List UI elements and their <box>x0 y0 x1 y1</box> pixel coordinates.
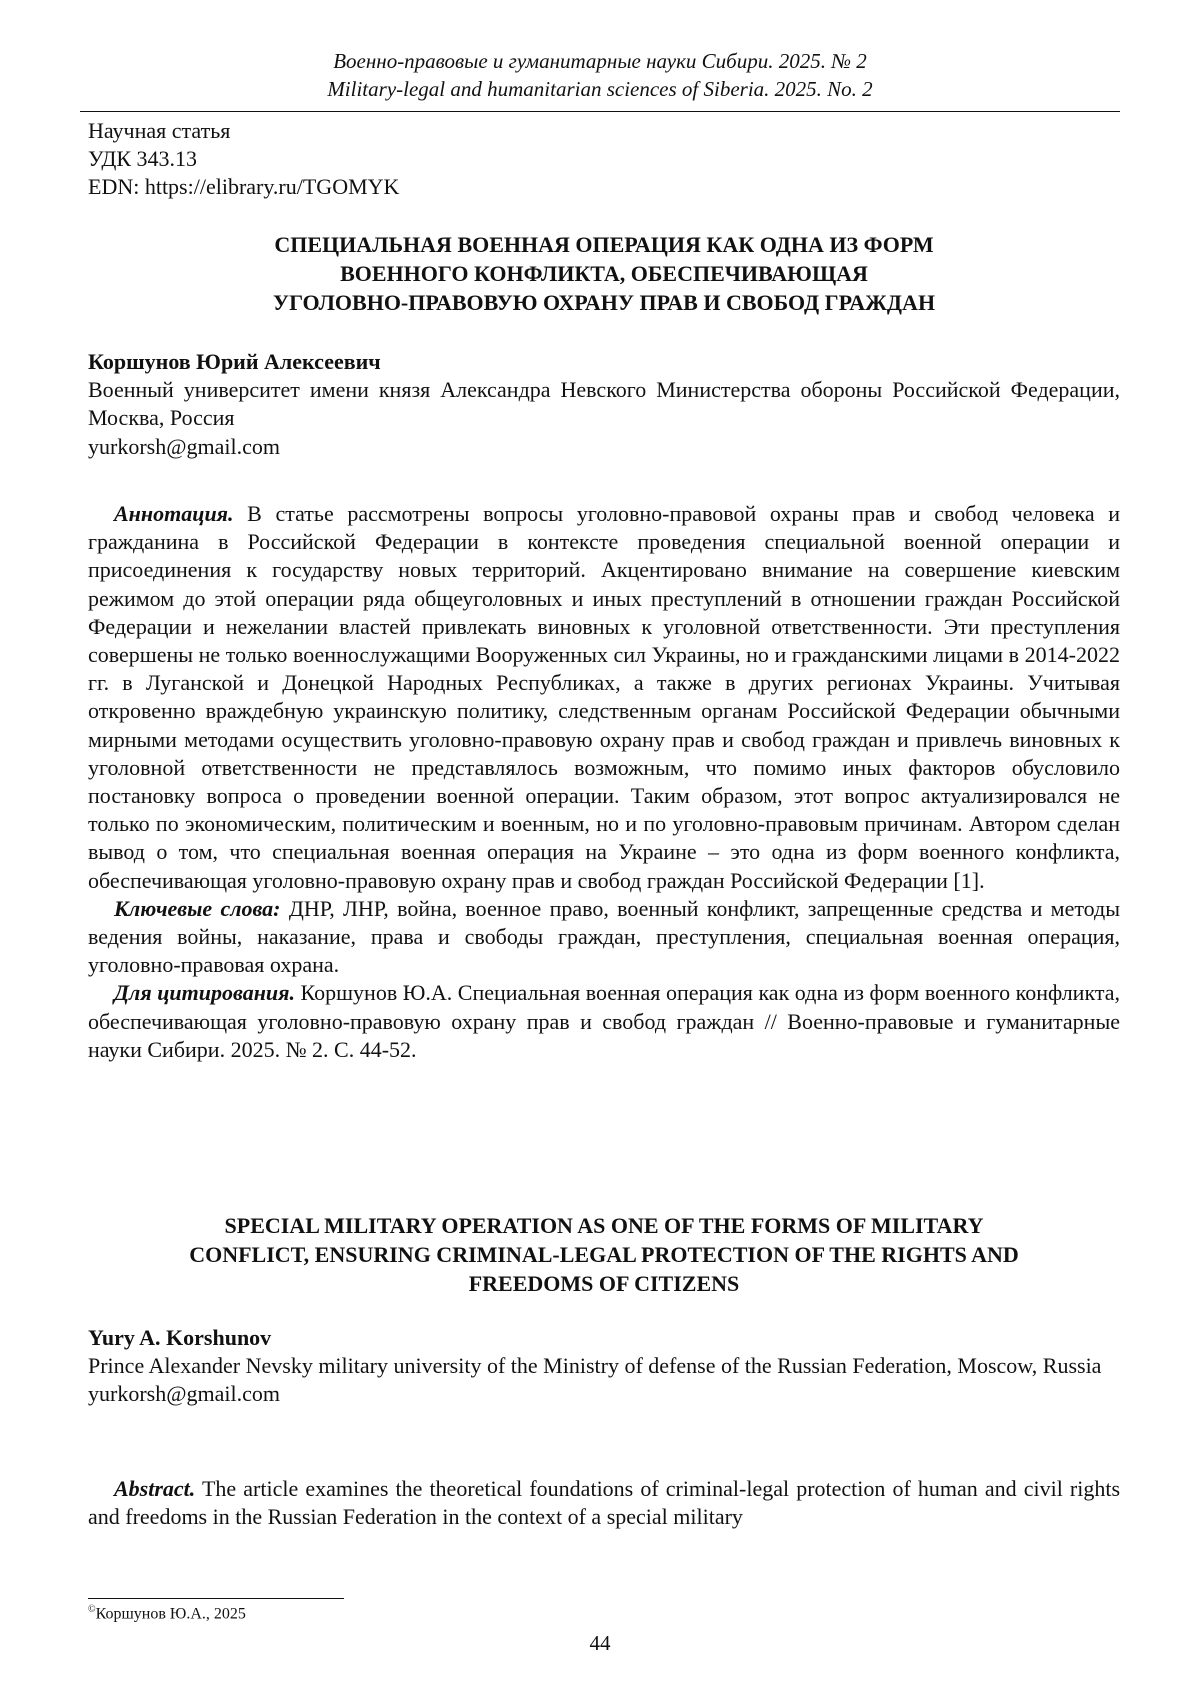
citation-label-ru: Для цитирования. <box>114 980 295 1006</box>
author-block-en <box>88 1324 1120 1409</box>
abstract-text-ru: В статье рассмотрены вопросы уголовно-правовой охраны прав и свобод человека и гражданина в Российской Федерации в контексте проведения специальной военной операции и присоединения к государству новых территорий. Акцентировано внимание на совершение киевским режимом до этой операции ряда общеуголовных и иных преступлений в отношении граждан Российской Федерации и нежелании властей привлекать виновных к уголовной ответственности. Эти преступления совершены не только военнослужащими Вооруженных сил Украины, но и гражданскими лицами в 2014-2022 гг. в Луганской и Донецкой Народных Республиках, а также в других регионах Украины. Учитывая откровенно враждебную украинскую политику, следственным органам Российской Федерации обычными мирными методами осуществить уголовно-правовую охрану прав и свобод граждан и привлечь виновных к уголовной ответственности не представлялось возможным, что помимо иных факторов обусловило постановку вопроса о проведении военной операции. Таким образом, этот вопрос актуализировался не только по экономическим, политическим и военным, но и по уголовно-правовым причинам. Автором сделан вывод о том, что специальная военная операция на Украине – это одна из форм военного конфликта, обеспечивающая уголовно-правовую охрану прав и свобод граждан Российской Федерации [1]. <box>88 501 1120 893</box>
title-en-line: FREEDOMS OF CITIZENS <box>468 1271 740 1296</box>
author-email-en[interactable]: yurkorsh@gmail.com <box>88 1381 280 1407</box>
title-ru <box>88 230 1120 317</box>
abstract-label-en: Abstract. <box>114 1476 196 1501</box>
citation-ru <box>88 979 1120 1064</box>
title-ru-line: УГОЛОВНО-ПРАВОВУЮ ОХРАНУ ПРАВ И СВОБОД ГРАЖДАН <box>272 290 936 315</box>
page-number: 44 <box>589 1631 611 1655</box>
copyright-text: Коршунов Ю.А., 2025 <box>95 1605 246 1623</box>
article-type: Научная статья <box>88 118 231 143</box>
abstract-en <box>88 1475 1120 1531</box>
keywords-text-ru: ДНР, ЛНР, война, военное право, военный конфликт, запрещенные средства и методы ведения войны, наказание, права и свободы граждан, преступления, специальная военная операция, уголовно-правовая охрана. <box>88 895 1120 978</box>
author-block-ru <box>88 348 1120 461</box>
title-en <box>88 1211 1120 1298</box>
abstract-ru <box>88 500 1120 895</box>
abstract-section-en <box>88 1475 1120 1531</box>
header-rule <box>80 111 1120 112</box>
abstract-text-en: The article examines the theoretical foundations of criminal-legal protection of human and civil rights and freedoms in the Russian Federation in the context of a special military <box>88 1476 1120 1530</box>
citation-text-ru: Коршунов Ю.А. Специальная военная операция как одна из форм военного конфликта, обеспечивающая уголовно-правовую охрану прав и свобод граждан // Военно-правовые и гуманитарные науки Сибири. 2025. № 2. С. 44-52. <box>88 980 1121 1062</box>
keywords-label-ru: Ключевые слова: <box>114 895 281 921</box>
title-ru-line: СПЕЦИАЛЬНАЯ ВОЕННАЯ ОПЕРАЦИЯ КАК ОДНА ИЗ ФОРМ <box>274 232 934 257</box>
author-name-en: Yury A. Korshunov <box>88 1325 272 1350</box>
copyright-mark: © <box>88 1604 96 1615</box>
author-email-ru[interactable]: yurkorsh@gmail.com <box>88 433 280 459</box>
affiliation-en: Prince Alexander Nevsky military university of the Ministry of defense of the Russian Federation, Moscow, Russia <box>88 1353 1102 1379</box>
footnote-rule <box>88 1598 344 1599</box>
title-en-line: SPECIAL MILITARY OPERATION AS ONE OF THE FORMS OF MILITARY <box>224 1213 984 1238</box>
running-head-en: Military-legal and humanitarian sciences of Siberia. 2025. No. 2 <box>327 77 873 101</box>
running-head-ru: Военно-правовые и гуманитарные науки Сибири. 2025. № 2 <box>333 49 867 73</box>
article-meta <box>88 117 1120 202</box>
affiliation-ru: Военный университет имени князя Александра Невского Министерства обороны Российской Федерации, Москва, Россия <box>88 377 1120 431</box>
title-en-line: CONFLICT, ENSURING CRIMINAL-LEGAL PROTECTION OF THE RIGHTS AND <box>189 1242 1019 1267</box>
abstract-section-ru <box>88 500 1120 1064</box>
keywords-ru <box>88 895 1120 980</box>
running-head <box>80 47 1120 103</box>
abstract-label-ru: Аннотация. <box>114 501 234 526</box>
author-name-ru: Коршунов Юрий Алексеевич <box>88 349 381 374</box>
copyright-footnote <box>88 1600 246 1624</box>
title-ru-line: ВОЕННОГО КОНФЛИКТА, ОБЕСПЕЧИВАЮЩАЯ <box>340 261 868 286</box>
edn-link[interactable]: EDN: https://elibrary.ru/TGOMYK <box>88 174 400 200</box>
udc-code: УДК 343.13 <box>88 146 198 172</box>
